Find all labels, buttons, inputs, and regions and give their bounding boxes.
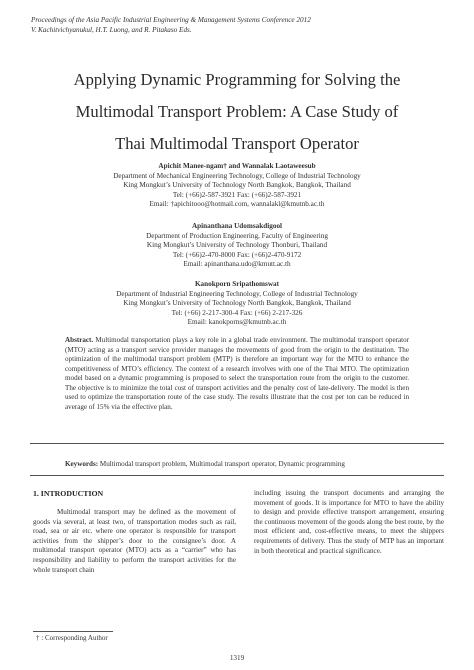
email-line: Email: apinanthana.udo@kmutt.ac.th [183,260,291,269]
keywords [65,460,425,470]
abstract [65,336,409,412]
section-heading: 1. INTRODUCTION [33,489,104,498]
affiliation-line: Department of Production Engineering, Faculty of Engineering [146,231,328,240]
body-column-left: Multimodal transport may be defined as the movement of goods via several, at least two, of transportation modes such as rail, road, sea or air etc. where one operator is responsible for transport activities from the shipper’s door to the consignee’s door. A multimodal transport operator (MTO) acts as a “carrier” who has responsibility and liability to perform the transport activities for the whole transport chain [33,508,236,574]
footnote-divider [33,631,113,632]
author-block-2 [60,222,414,270]
abstract-label: Abstract. [65,336,94,344]
footnote: † : Corresponding Author [36,634,108,642]
paper-title [24,64,450,160]
affiliation-line: Department of Industrial Engineering Technology, College of Industrial Technology [116,289,358,298]
title-line-1: Applying Dynamic Programming for Solving the [73,70,401,89]
affiliation-line: King Mongkut’s University of Technology North Bangkok, Bangkok, Thailand [123,299,351,308]
author-names: Apichit Manee-ngam† and Wannalak Laotaweesub [158,162,316,170]
affiliation-line: Department of Mechanical Engineering Technology, College of Industrial Technology [113,171,361,180]
contact-line: Tel: (+66)2-587-3921 Fax: (+66)2-587-3921 [172,190,302,199]
proceedings-header [31,16,311,35]
author-block-1 [60,162,414,210]
author-names: Apinanthana Udomsakdigool [191,222,283,230]
title-line-2: Multimodal Transport Problem: A Case Study of [75,102,399,121]
header-line-2: V. Kachitvichyanukul, H.T. Luong, and R. Pitakaso Eds. [31,25,192,34]
body-column-right: including issuing the transport documents and arranging the movement of goods. It is importance for MTO to have the ability to design and provide effective transport arrangement, ensuring the continuous movement of the goods along the best route, by the most efficient and, cost-effective means, to meet the shippers requirements of delivery. Thus the study of MTP has an important in both theoretical and practical significance. [254,489,444,555]
affiliation-line: King Mongkut’s University of Technology Thonburi, Thailand [146,241,328,250]
email-line: Email: kanokporns@kmutnb.ac.th [187,318,287,327]
affiliation-line: King Mongkut’s University of Technology North Bangkok, Bangkok, Thailand [123,181,351,190]
author-block-3 [60,280,414,328]
author-names: Kanokporn Sripathomswat [194,280,280,288]
keywords-text: Multimodal transport problem, Multimodal transport operator, Dynamic programming [99,460,345,468]
title-line-3: Thai Multimodal Transport Operator [115,134,359,153]
contact-line: Tel: (+66)2-470-8000 Fax: (+66)2-470-9172 [172,250,302,259]
page-number: 1319 [229,654,245,662]
header-line-1: Proceedings of the Asia Pacific Industrial Engineering & Management Systems Conference 2012 [31,16,311,24]
keywords-label: Keywords: [65,460,99,468]
divider [30,443,444,444]
contact-line: Tel: (+66) 2-217-300-4 Fax: (+66) 2-217-326 [171,308,303,317]
email-line: Email: †apichitooo@hotmail.com, wannalakl@kmutnb.ac.th [149,200,325,209]
abstract-text: Multimodal transportation plays a key role in a global trade environment. The multimodal transport operator (MTO) acting as a transport service provider manages the movements of good from the origin to the destination. The optimization of the multimodal transport problem (MTP) is therefore an important way for the MTO to enhance the competitiveness of MTO’s efficiency. The context of a research involves with one of the Thai MTO. The optimization model based on a dynamic programming is proposed to select the transportation route from the origin to the customer. The objective is to minimize the total cost of transport activities and the penalty cost of late-delivery. The model is then used to optimize the transportation route of the case study. The results illustrate that the cost per ton can be reduced in average of 15% via the effective plan. [65,336,410,411]
divider [30,475,444,476]
